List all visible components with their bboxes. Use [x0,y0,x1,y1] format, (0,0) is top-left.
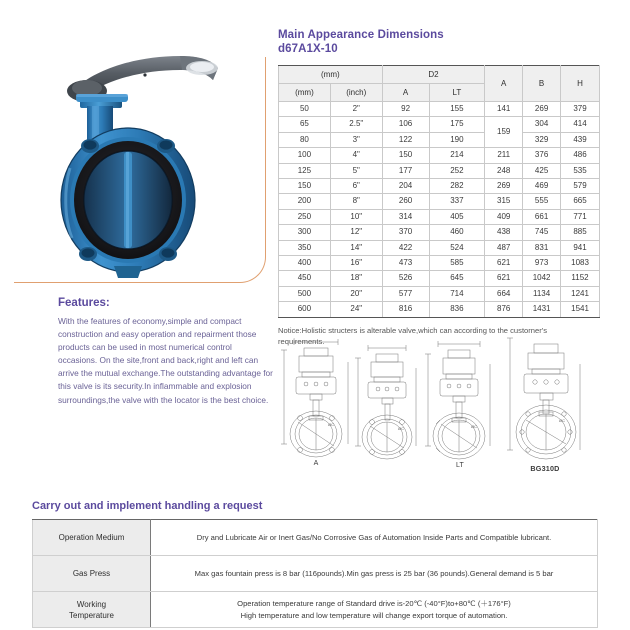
cell-h: 439 [561,132,600,147]
table-row [279,179,600,194]
table-row [33,556,598,592]
row-value-operation-medium: Dry and Lubricate Air or Inert Gas/No Corrosive Gas of Automation Inside Parts and Compatible lubricant. [151,520,598,556]
table-row [279,148,600,163]
cell-mm: 250 [279,209,331,224]
table-row [279,225,600,240]
cell-b: 1134 [523,286,561,301]
cell-d2-lt: 252 [429,163,485,178]
request-section [32,500,598,628]
cell-d2-a: 260 [382,194,429,209]
cell-inch: 2.5" [330,117,382,132]
cell-d2-lt: 405 [429,209,485,224]
cell-mm: 50 [279,102,331,117]
cell-d2-a: 92 [382,102,429,117]
header-d2-group: D2 [382,66,485,84]
cell-d2-lt: 190 [429,132,485,147]
row-value-gas-press: Max gas fountain press is 8 bar (116pounds).Min gas press is 25 bar (36 pounds).General demand is 5 bar [151,556,598,592]
cell-d2-lt: 282 [429,179,485,194]
cell-b: 329 [523,132,561,147]
cell-d2-lt: 460 [429,225,485,240]
cell-d2-a: 473 [382,256,429,271]
drawing-second [354,342,422,462]
cell-mm: 500 [279,286,331,301]
cell-a: 141 [485,102,523,117]
svg-text:ØC: ØC [328,422,334,427]
product-photo [30,28,255,278]
cell-a: 621 [485,256,523,271]
header-h: H [561,66,600,102]
row-label-working-temperature-line2: Temperature [69,610,114,620]
table-row [279,163,600,178]
svg-text:ØC: ØC [398,426,404,431]
cell-b: 745 [523,225,561,240]
request-title: Carry out and implement handling a request [32,500,263,512]
cell-d2-a: 314 [382,209,429,224]
cell-a: 159 [485,117,523,148]
drawing-lt-caption: LT [455,462,465,469]
cell-d2-lt: 337 [429,194,485,209]
row-label-gas-press: Gas Press [33,556,151,592]
cell-h: 579 [561,179,600,194]
cell-h: 665 [561,194,600,209]
header-d2-a: A [382,84,429,102]
cell-d2-a: 577 [382,286,429,301]
drawing-lt [424,338,496,469]
cell-b: 269 [523,102,561,117]
row-label-working-temperature-line1: Working [76,599,107,609]
dimensions-title-line2: d67A1X-10 [278,43,338,55]
table-row [279,194,600,209]
cell-mm: 100 [279,148,331,163]
dimensions-title-line1: Main Appearance Dimensions [278,29,444,41]
dimensions-table [278,65,600,318]
drawing-a-caption: A [313,460,319,467]
dimensions-table-head [279,66,600,102]
cell-inch: 5" [330,163,382,178]
dimensions-title [278,28,600,56]
cell-a: 269 [485,179,523,194]
request-table [32,519,598,628]
cell-a: 211 [485,148,523,163]
row-value-working-temperature [151,592,598,628]
features-heading: Features: [58,297,110,309]
cell-b: 1431 [523,302,561,317]
cell-a: 315 [485,194,523,209]
header-mm: (mm) [279,84,331,102]
cell-b: 304 [523,117,561,132]
cell-h: 885 [561,225,600,240]
features-section [58,297,273,407]
working-temp-line2: High temperature and low temperature will change export torque of automation. [240,610,508,620]
cell-a: 248 [485,163,523,178]
drawing-a [280,336,352,467]
header-inch: (inch) [330,84,382,102]
cell-h: 1083 [561,256,600,271]
cell-b: 469 [523,179,561,194]
table-row [279,117,600,132]
svg-text:ØC: ØC [471,424,477,429]
cell-d2-a: 816 [382,302,429,317]
cell-d2-a: 204 [382,179,429,194]
cell-b: 973 [523,256,561,271]
cell-inch: 18" [330,271,382,286]
cell-mm: 300 [279,225,331,240]
cell-inch: 20" [330,286,382,301]
cell-b: 1042 [523,271,561,286]
cell-mm: 200 [279,194,331,209]
cell-a: 438 [485,225,523,240]
cell-d2-lt: 585 [429,256,485,271]
cell-a: 664 [485,286,523,301]
cell-d2-lt: 836 [429,302,485,317]
cell-inch: 6" [330,179,382,194]
header-mm-group: (mm) [279,66,383,84]
cell-d2-lt: 645 [429,271,485,286]
dimensions-notice: Notice:Holistic structers is alterable valve,which can according to the custorner's requirements. [278,325,548,346]
table-row [279,302,600,317]
valve-body [61,128,195,278]
drawing-bg310d-caption: BG310D [530,464,560,473]
cell-inch: 10" [330,209,382,224]
header-d2-lt: LT [429,84,485,102]
cell-mm: 450 [279,271,331,286]
cell-mm: 150 [279,179,331,194]
cell-d2-a: 106 [382,117,429,132]
cell-mm: 600 [279,302,331,317]
working-temp-line1: Operation temperature range of Standard drive is-20℃ (-40°F)to+80℃ (＋176°F) [237,599,511,608]
cell-d2-lt: 524 [429,240,485,255]
cell-a: 409 [485,209,523,224]
cell-h: 535 [561,163,600,178]
cell-d2-lt: 175 [429,117,485,132]
table-row [33,592,598,628]
cell-d2-lt: 155 [429,102,485,117]
table-row [279,256,600,271]
cell-mm: 400 [279,256,331,271]
row-label-operation-medium: Operation Medium [33,520,151,556]
cell-inch: 8" [330,194,382,209]
cell-inch: 24" [330,302,382,317]
cell-h: 486 [561,148,600,163]
cell-inch: 14" [330,240,382,255]
cell-b: 376 [523,148,561,163]
cell-h: 771 [561,209,600,224]
cell-inch: 12" [330,225,382,240]
table-row [279,102,600,117]
row-label-working-temperature [33,592,151,628]
cell-inch: 3" [330,132,382,147]
cell-inch: 4" [330,148,382,163]
cell-inch: 16" [330,256,382,271]
technical-drawings [278,332,600,477]
cell-mm: 350 [279,240,331,255]
table-row [279,209,600,224]
drawing-bg310d [502,334,588,473]
cell-h: 1241 [561,286,600,301]
dimensions-table-body [279,102,600,318]
cell-h: 1541 [561,302,600,317]
cell-b: 425 [523,163,561,178]
cell-a: 621 [485,271,523,286]
cell-d2-lt: 214 [429,148,485,163]
header-b: B [523,66,561,102]
cell-d2-a: 370 [382,225,429,240]
cell-h: 414 [561,117,600,132]
svg-text:ØC: ØC [559,418,565,423]
table-row [279,286,600,301]
cell-mm: 80 [279,132,331,147]
cell-a: 487 [485,240,523,255]
features-paragraph: With the features of economy,simple and compact construction and easy operation and repairment those products can be used in most numerical control occasions. On the site,front and back,right and left can arrive the mutual exchange.The outstanding advantage for this valve is its security.In inflammable and explosion surroundings,the valve with the locator is the best choice. [58,316,273,405]
cell-a: 876 [485,302,523,317]
cell-h: 379 [561,102,600,117]
cell-d2-a: 122 [382,132,429,147]
cell-d2-a: 422 [382,240,429,255]
cell-b: 661 [523,209,561,224]
table-row [279,271,600,286]
table-row [33,520,598,556]
cell-h: 941 [561,240,600,255]
dimensions-section [278,28,600,347]
cell-mm: 65 [279,117,331,132]
header-a: A [485,66,523,102]
table-row [279,132,600,147]
cell-b: 831 [523,240,561,255]
cell-mm: 125 [279,163,331,178]
cell-d2-a: 177 [382,163,429,178]
cell-d2-a: 150 [382,148,429,163]
cell-inch: 2" [330,102,382,117]
cell-h: 1152 [561,271,600,286]
cell-b: 555 [523,194,561,209]
cell-d2-a: 526 [382,271,429,286]
cell-d2-lt: 714 [429,286,485,301]
table-row [279,240,600,255]
